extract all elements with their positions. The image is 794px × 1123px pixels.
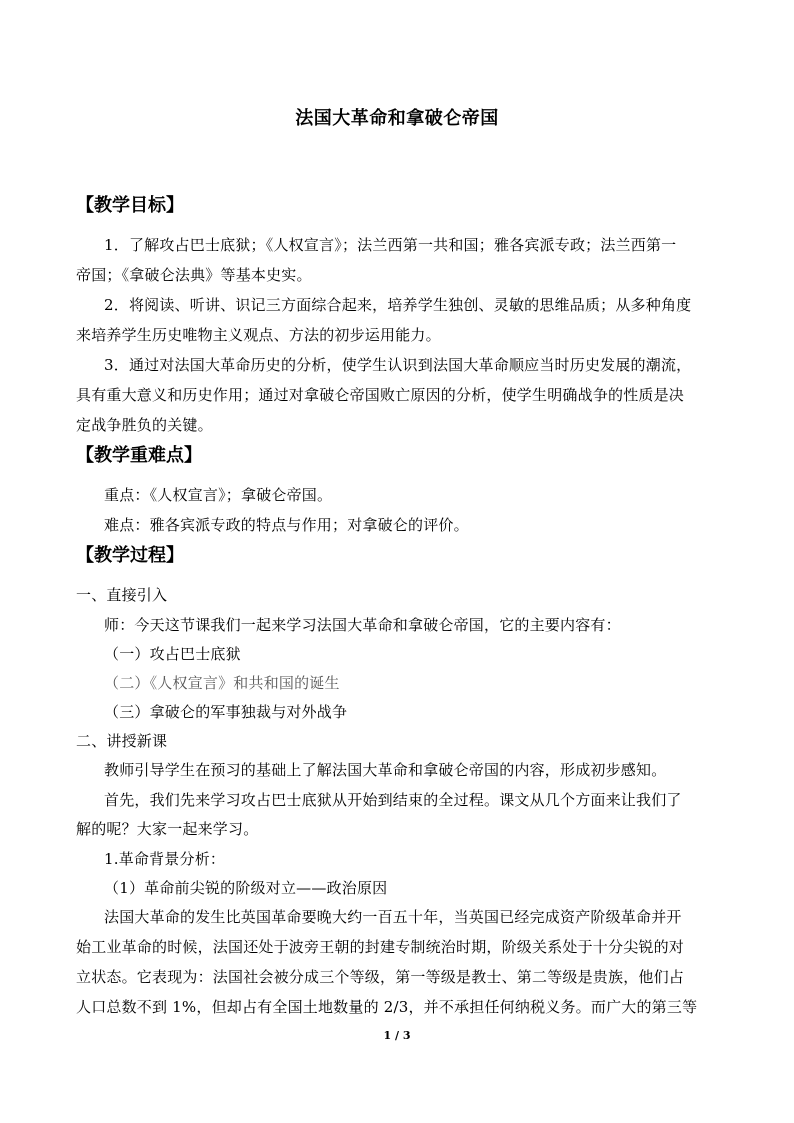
paragraph-3-line-4: 人口总数不到 1%，但却占有全国土地数量的 2/3，并不承担任何纳税义务。而广大的第三等: [76, 998, 698, 1016]
paragraph-3-line-2: 始工业革命的时候，法国还处于波旁王朝的封建专制统治时期，阶级关系处于十分尖锐的对: [76, 938, 685, 956]
paragraph-2-line-2: 解的呢？大家一起来学习。: [76, 820, 259, 838]
teacher-intro-line: 师：今天这节课我们一起来学习法国大革命和拿破仑帝国，它的主要内容有：: [104, 616, 621, 634]
objective-1-line-1: 1．了解攻占巴士底狱；《人权宣言》；法兰西第一共和国；雅各宾派专政；法兰西第一: [104, 236, 677, 254]
page-title: 法国大革命和拿破仑帝国: [295, 108, 499, 129]
paragraph-2-line-1: 首先，我们先来学习攻占巴士底狱从开始到结束的全过程。课文从几个方面来让我们了: [104, 791, 682, 809]
topic-1: （一）攻占巴士底狱: [104, 645, 241, 663]
objective-2-line-2: 来培养学生历史唯物主义观点、方法的初步运用能力。: [76, 326, 441, 344]
paragraph-3-line-3: 立状态。它表现为：法国社会被分成三个等级，第一等级是教士、第二等级是贵族，他们占: [76, 968, 685, 986]
section-heading-objectives: 【教学目标】: [76, 195, 184, 216]
keypoint-difficulty: 难点：雅各宾派专政的特点与作用；对拿破仑的评价。: [104, 516, 469, 534]
objective-3-line-2: 具有重大意义和历史作用；通过对拿破仑帝国败亡原因的分析，使学生明确战争的性质是决: [76, 386, 685, 404]
keypoint-focus: 重点：《人权宣言》；拿破仑帝国。: [104, 486, 333, 504]
paragraph-1: 教师引导学生在预习的基础上了解法国大革命和拿破仑帝国的内容，形成初步感知。: [104, 761, 667, 779]
topic-3: （三）拿破仑的军事独裁与对外战争: [104, 703, 348, 721]
objective-3-line-1: 3．通过对法国大革命历史的分析，使学生认识到法国大革命顺应当时历史发展的潮流，: [104, 356, 692, 374]
objective-3-line-3: 定战争胜负的关键。: [76, 416, 213, 434]
objective-2-line-1: 2．将阅读、听讲、识记三方面综合起来，培养学生独创、灵敏的思维品质；从多种角度: [104, 296, 692, 314]
subheading-1: 1.革命背景分析：: [104, 850, 226, 868]
topic-2: （二）《人权宣言》和共和国的诞生: [104, 674, 340, 692]
subheading-1-1: （1）革命前尖锐的阶级对立——政治原因: [104, 879, 388, 897]
process-part-2-heading: 二、讲授新课: [76, 732, 168, 750]
section-heading-process: 【教学过程】: [76, 545, 184, 566]
objective-1-line-2: 帝国；《拿破仑法典》等基本史实。: [76, 266, 312, 284]
page-number: 1 / 3: [383, 1029, 411, 1042]
section-heading-keypoints: 【教学重难点】: [76, 445, 202, 466]
paragraph-3-line-1: 法国大革命的发生比英国革命要晚大约一百五十年，当英国已经完成资产阶级革命并开: [104, 908, 682, 926]
process-part-1-heading: 一、直接引入: [76, 586, 168, 604]
